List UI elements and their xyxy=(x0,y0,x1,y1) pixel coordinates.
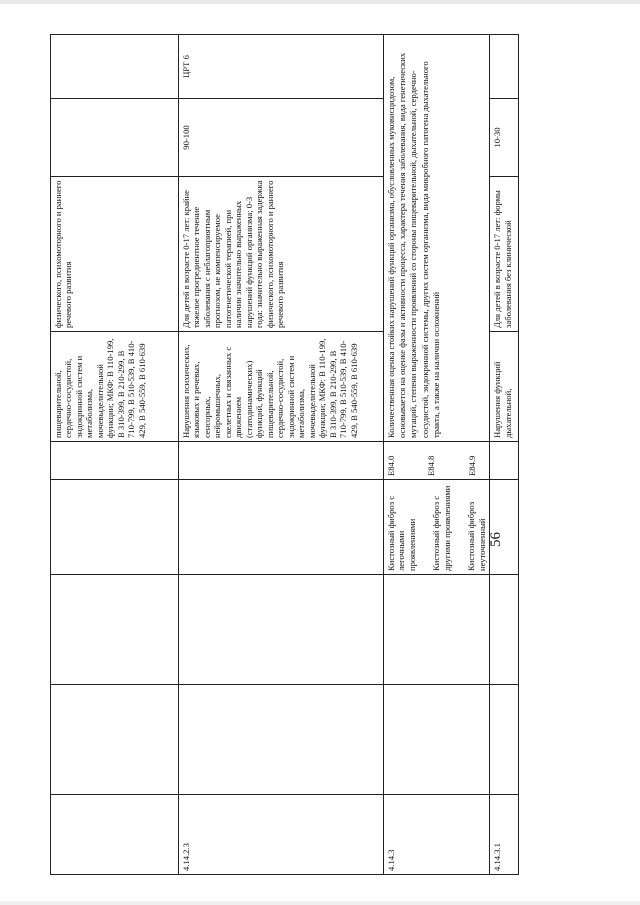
rotated-page xyxy=(50,35,513,875)
row-code xyxy=(51,795,179,875)
row-col-c xyxy=(179,575,384,685)
icd-name: Кистозный фиброз неуточненный xyxy=(466,501,487,571)
row-col-b xyxy=(490,685,519,795)
row-col-b xyxy=(179,685,384,795)
scan-edge-top xyxy=(0,0,640,4)
row-icd-names xyxy=(384,480,490,575)
row-col-b xyxy=(384,685,490,795)
row-note xyxy=(51,35,179,99)
icd-name: Кистозный фиброз с другими проявлениями xyxy=(431,485,452,571)
row-percent: 10-30 xyxy=(490,99,519,177)
row-col-c xyxy=(490,575,519,685)
row-functions: Нарушения функций дыхательной, xyxy=(490,332,519,442)
disability-criteria-table xyxy=(50,34,519,875)
table-row xyxy=(490,35,519,875)
page-number: 56 xyxy=(488,532,504,547)
row-criteria: Для детей в возрасте 0-17 лет: формы заболевания без клинической xyxy=(490,177,519,332)
row-merged-description: Количественная оценка стойких нарушений функций организма, обусловленных муковисцидозом, основывается на оценке фазы и активности процесса, характера течения заболевания, вида генетических мутаций, степени выраженности проявлений со стороны пищеварительной, дыхательной, сердечно-сосудистой, эндокринной системы, других систем организма, вида микробного патогена дыхательного тракта, а также на наличии осложнений xyxy=(384,35,490,442)
icd-name: Кистозный фиброз с легочными проявлениями xyxy=(386,495,417,571)
row-icd-codes xyxy=(179,442,384,480)
row-icd-codes xyxy=(51,442,179,480)
row-col-c xyxy=(384,575,490,685)
row-col-b xyxy=(51,685,179,795)
row-icd-codes xyxy=(384,442,490,480)
row-icd-names xyxy=(490,480,519,575)
row-percent: 90-100 xyxy=(179,99,384,177)
row-code: 4.14.3 xyxy=(384,795,490,875)
icd-code: E84.9 xyxy=(466,455,477,476)
row-percent xyxy=(51,99,179,177)
row-criteria: Для детей в возрасте 0-17 лет: крайне тяжелое прогредиентное течение заболевания с неблагоприятным прогнозом, не компенсируемое патогенетической терапией, при наличии значительно выраженных нарушений функций организма; 0-3 года: значительно выраженная задержка физического, психомоторного и раннего речевого развития xyxy=(179,177,384,332)
row-icd-names xyxy=(51,480,179,575)
row-icd-codes xyxy=(490,442,519,480)
icd-code: E84.8 xyxy=(426,455,437,476)
row-note xyxy=(490,35,519,99)
row-icd-names xyxy=(179,480,384,575)
icd-code: E84.0 xyxy=(386,455,396,476)
table-row xyxy=(51,35,179,875)
row-note: ЦРТ 6 xyxy=(179,35,384,99)
row-code: 4.14.3.1 xyxy=(490,795,519,875)
table-row xyxy=(179,35,384,875)
row-code: 4.14.2.3 xyxy=(179,795,384,875)
row-criteria: физического, психомоторного и раннего речевого развития xyxy=(51,177,179,332)
row-col-c xyxy=(51,575,179,685)
row-functions: Нарушения психических, языковых и речевых, сенсорных, нейромышечных, скелетных и связанных с движением (статодинамических) функций, функций пищеварительной, сердечно-сосудистой, эндокринной систем и метаболизма, мочевыделительной функции; МКФ: B 110-199, B 310-399, B 210-299, B 710-799, B 510-539, B 410-429, B 540-559, B 610-639 xyxy=(179,332,384,442)
table-row xyxy=(384,35,490,875)
scan-edge-bottom xyxy=(0,901,640,905)
row-functions: пищеварительной, сердечно-сосудистой, эндокринной систем и метаболизма, мочевыделительной функции; МКФ: B 110-199, B 310-399, B 210-299, B 710-799, B 510-539, B 410-429, B 540-559, B 610-639 xyxy=(51,332,179,442)
